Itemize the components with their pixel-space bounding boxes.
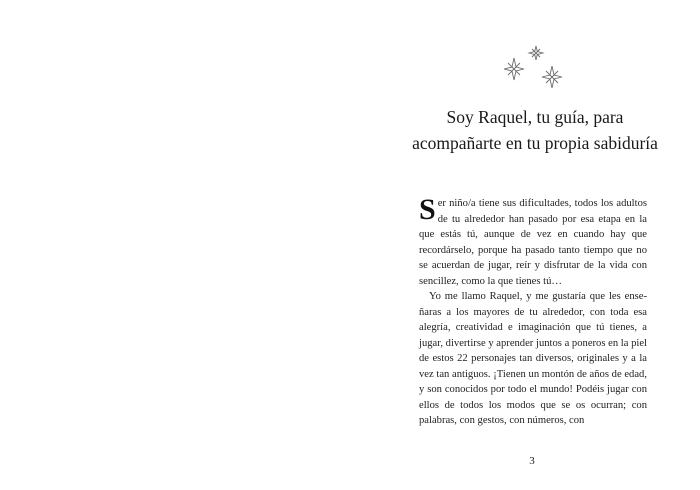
chapter-title-line-1: Soy Raquel, tu guía, para: [446, 107, 624, 127]
sparkle-star-top-icon: [529, 46, 543, 60]
drop-cap: S: [419, 193, 436, 226]
chapter-title: [400, 104, 670, 156]
sparkle-star-right-icon: [542, 66, 562, 88]
sparkle-stars-icon: [500, 44, 570, 92]
paragraph-2: Yo me llamo Raquel, y me gustaría que les enseñaras a los mayores de tu alrededor, con toda esa alegría, creatividad e imaginación que tú tienes, a jugar, divertirse y aprender juntos a poneros en la piel de estos 22 personajes tan diversos, originales y a la vez tan antiguos. ¡Tienen un montón de años de edad, y son conocidos por todo el mundo! Podéis jugar con ellos de todos los modos que se os ocurran; con palabras, con gestos, con números, con: [419, 291, 647, 426]
sparkle-star-left-icon: [504, 58, 524, 80]
body-text: [419, 193, 647, 429]
page-number: 3: [529, 455, 535, 467]
paragraph-1: [419, 193, 647, 289]
chapter-title-line-2: acompañarte en tu propia sabiduría: [412, 133, 658, 153]
paragraph-1-text: er niño/a tiene sus dificultades, todos los adultos de tu alrededor han pasado por esa etapa en la que estás tú, aunque de vez en cuando hay que recordárselo, porque ha pasado tanto tiempo que no se acuerdan de jugar, reír y disfrutar de la vida con sencillez, como la que tienes tú…: [419, 198, 647, 287]
